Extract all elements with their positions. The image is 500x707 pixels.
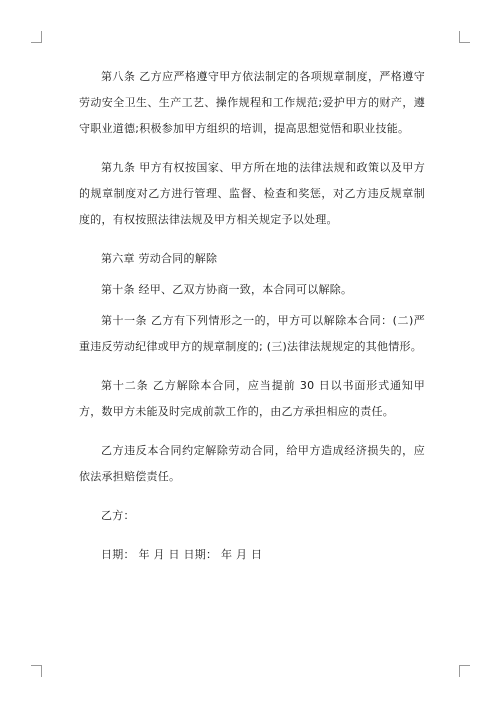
- article-10: 第十条 经甲、乙双方协商一致，本合同可以解除。: [101, 283, 353, 296]
- crop-mark-top-right: [459, 31, 470, 43]
- crop-mark-bottom-left: [31, 665, 42, 677]
- article-11: 第十一条 乙方有下列情形之一的，甲方可以解除本合同：(二)严重违反劳动纪律或甲方的规章制度的; (三)法律法规规定的其他情形。: [79, 314, 425, 353]
- party-b-signature-line: 乙方：: [101, 509, 135, 522]
- article-8: 第八条 乙方应严格遵守甲方依法制定的各项规章制度，严格遵守劳动安全卫生、生产工艺、操作规程和工作规范;爱护甲方的财产，遵守职业道德;积极参加甲方组织的培训，提高思想觉悟和职业技能。: [79, 70, 425, 135]
- date-line: 日期： 年 月 日 日期： 年 月 日: [101, 548, 263, 561]
- chapter-6-heading: 第六章 劳动合同的解除: [101, 252, 218, 265]
- article-12: 第十二条 乙方解除本合同，应当提前 30 日以书面形式通知甲方，数甲方未能及时完成前款工作的，由乙方承担相应的责任。: [79, 379, 425, 418]
- article-9: 第九条 甲方有权按国家、甲方所在地的法律法规和政策以及甲方的规章制度对乙方进行管理、监督、检查和奖惩，对乙方违反规章制度的，有权按照法律法规及甲方相关规定予以处理。: [79, 161, 425, 226]
- document-body: [79, 64, 425, 581]
- breach-liability-clause: 乙方违反本合同约定解除劳动合同，给甲方造成经济损失的，应依法承担赔偿责任。: [79, 444, 425, 483]
- crop-mark-top-left: [31, 31, 42, 43]
- crop-mark-bottom-right: [459, 665, 470, 677]
